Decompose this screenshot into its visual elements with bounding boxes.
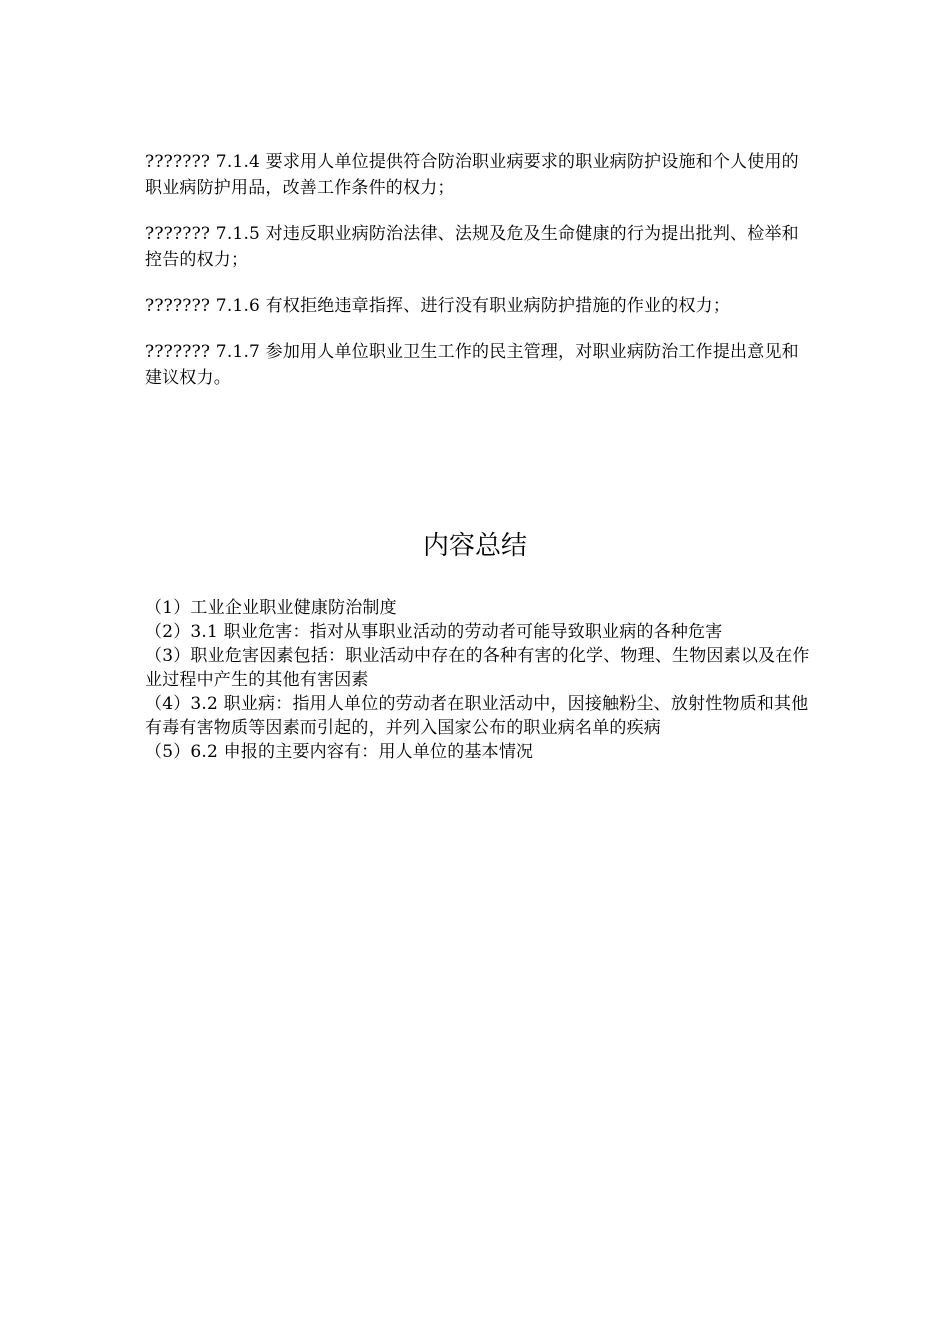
summary-item: （3）职业危害因素包括：职业活动中存在的各种有害的化学、物理、生物因素以及在作业过程中产生的其他有害因素 [145, 646, 810, 690]
summary-title: 内容总结 [422, 531, 527, 561]
paragraph-7-1-6: ??????? 7.1.6 有权拒绝违章指挥、进行没有职业病防护措施的作业的权力； [145, 296, 731, 316]
paragraph-7-1-7: ??????? 7.1.7 参加用人单位职业卫生工作的民主管理，对职业病防治工作提出意见和建议权力。 [145, 342, 799, 388]
summary-item: （4）3.2 职业病：指用人单位的劳动者在职业活动中，因接触粉尘、放射性物质和其他有毒有害物质等因素而引起的，并列入国家公布的职业病名单的疾病 [145, 694, 809, 738]
summary-item: （2）3.1 职业危害：指对从事职业活动的劳动者可能导致职业病的各种危害 [145, 622, 723, 642]
summary-item: （5）6.2 申报的主要内容有：用人单位的基本情况 [145, 742, 534, 762]
rights-section [145, 149, 810, 411]
summary-list [145, 596, 810, 764]
paragraph-7-1-5: ??????? 7.1.5 对违反职业病防治法律、法规及危及生命健康的行为提出批判、检举和控告的权力； [145, 224, 799, 270]
summary-item: （1）工业企业职业健康防治制度 [145, 598, 397, 618]
paragraph-7-1-4: ??????? 7.1.4 要求用人单位提供符合防治职业病要求的职业病防护设施和个人使用的职业病防护用品，改善工作条件的权力； [145, 152, 799, 198]
